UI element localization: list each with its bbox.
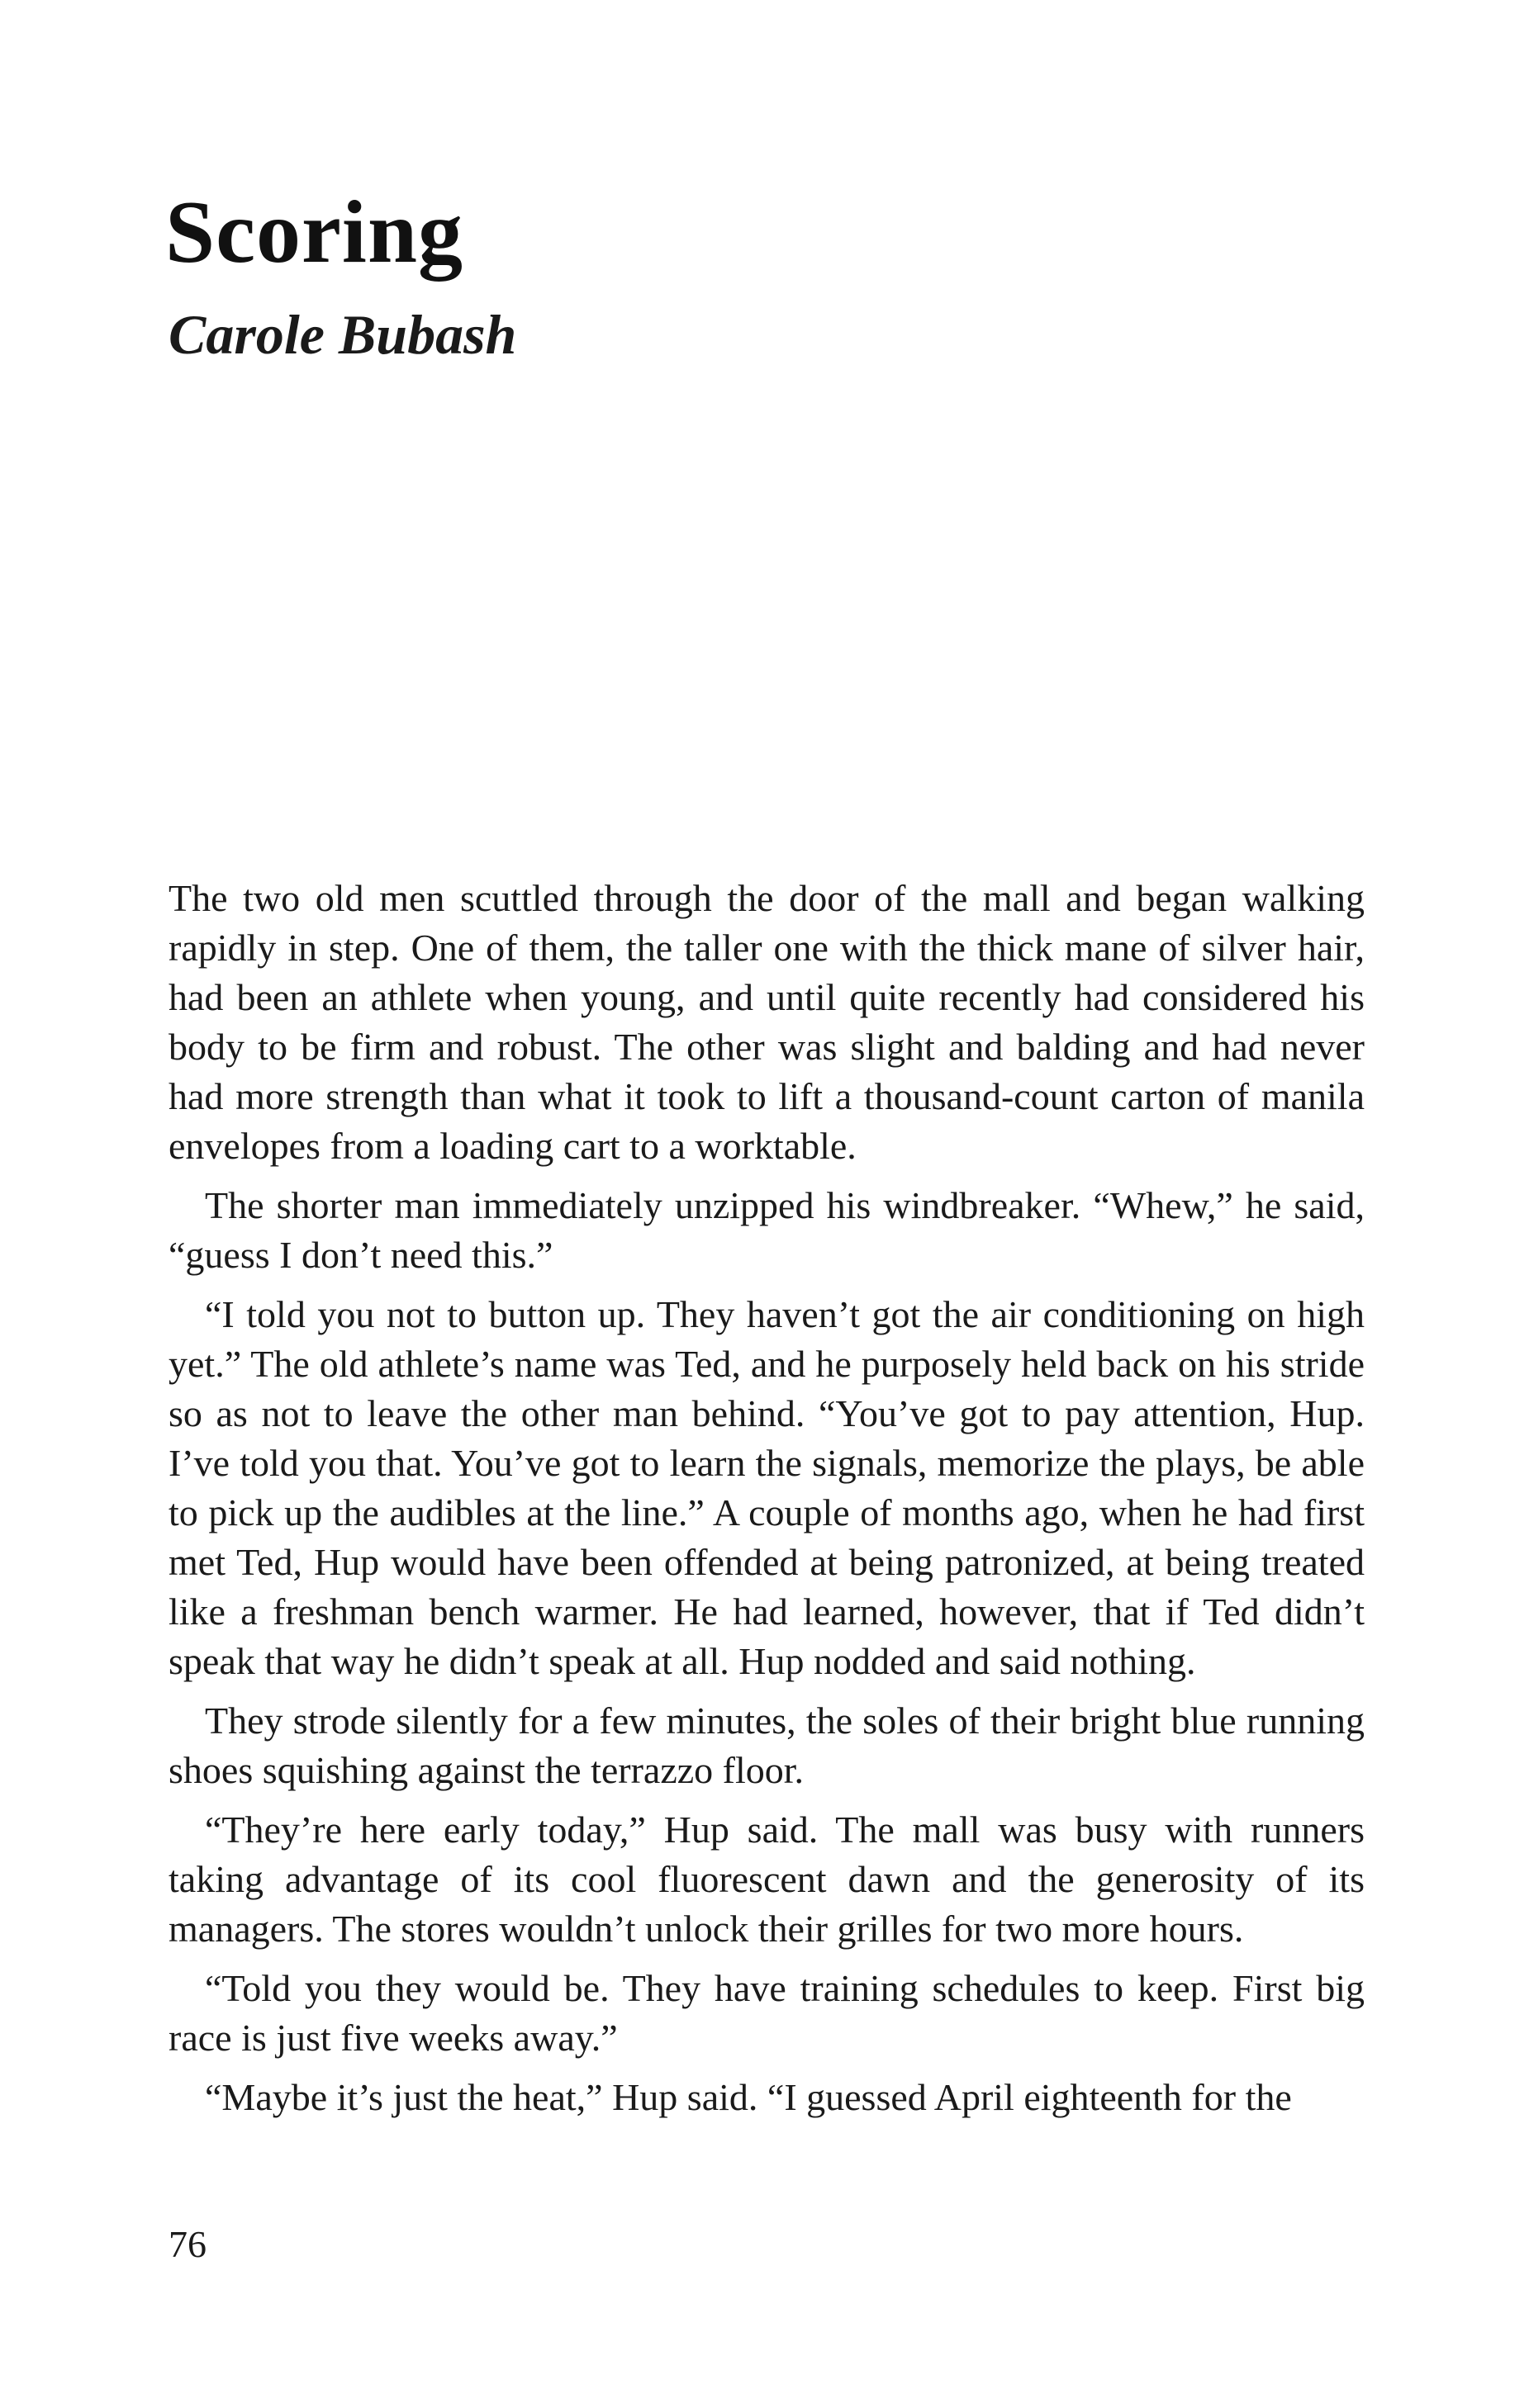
paragraph: The shorter man immediately unzipped his windbreaker. “Whew,” he said, “guess I don’t need this.”: [169, 1184, 1365, 1276]
paragraph: They strode silently for a few minutes, the soles of their bright blue running shoes squishing against the terrazzo floor.: [169, 1699, 1365, 1791]
paragraph: “I told you not to button up. They haven’t got the air conditioning on high yet.” The old athlete’s name was Ted, and he purposely held back on his stride so as not to leave the other man behind. “You’ve got to pay attention, Hup. I’ve told you that. You’ve got to learn the signals, memorize the plays, be able to pick up the audibles at the line.” A couple of months ago, when he had first met Ted, Hup would have been offended at being patronized, at being treated like a freshman bench warmer. He had learned, however, that if Ted didn’t speak that way he didn’t speak at all. Hup nodded and said nothing.: [169, 1293, 1365, 1682]
paragraph: “They’re here early today,” Hup said. The mall was busy with runners taking advantage of its cool fluorescent dawn and the generosity of its managers. The stores wouldn’t unlock their grilles for two more hours.: [169, 1808, 1365, 1950]
page-number: 76: [169, 2223, 207, 2265]
paragraph: “Maybe it’s just the heat,” Hup said. “I guessed April eighteenth for the: [205, 2076, 1292, 2118]
paragraph: The two old men scuttled through the door of the mall and began walking rapidly in step. One of them, the taller one with the thick mane of silver hair, had been an athlete when young, and until quite recently had considered his body to be firm and robust. The other was slight and balding and had never had more strength than what it took to lift a thousand-count carton of manila envelopes from a loading cart to a worktable.: [169, 877, 1365, 1167]
story-title: Scoring: [165, 183, 464, 282]
story-author: Carole Bubash: [169, 303, 517, 366]
story-body: [169, 874, 1365, 2132]
paragraph: “Told you they would be. They have training schedules to keep. First big race is just five weeks away.”: [169, 1967, 1365, 2059]
